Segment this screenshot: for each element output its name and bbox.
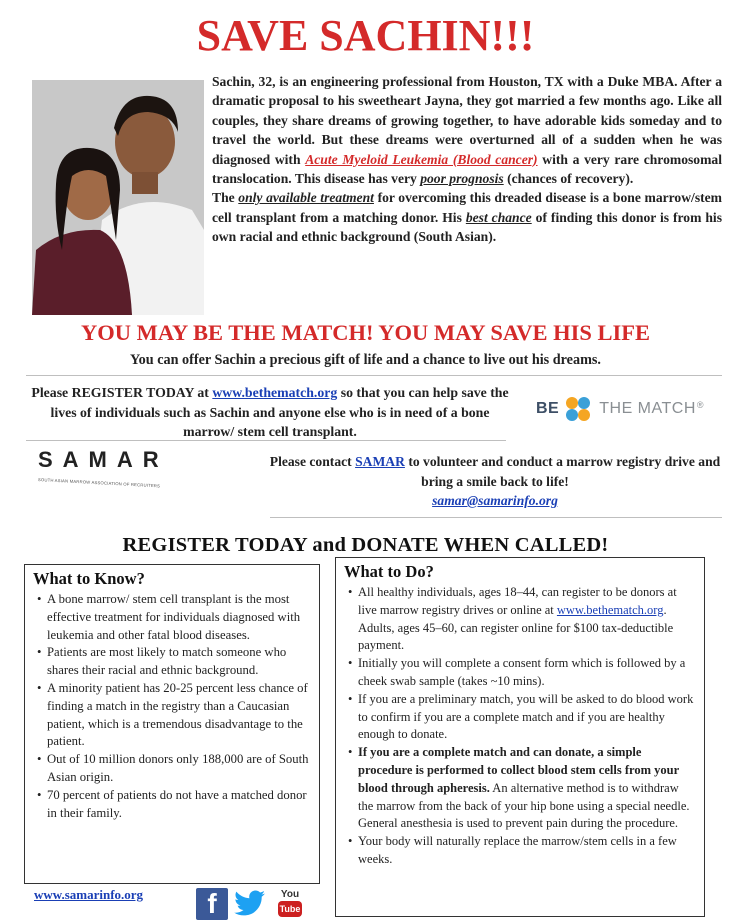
bethematch-logo-icon: [563, 394, 593, 424]
bethematch-link[interactable]: www.bethematch.org: [556, 602, 664, 617]
only-treatment: only available treatment: [238, 190, 374, 206]
samar-logo-letters: SAMAR: [38, 447, 169, 472]
register-text-a: Please REGISTER TODAY at: [31, 385, 213, 400]
samar-logo: [38, 447, 228, 495]
couple-photo-illustration: [32, 80, 204, 315]
youtube-tube: Tube: [278, 901, 303, 917]
intro-text-3: (chances of recovery).: [503, 171, 634, 187]
list-item: • If you are a preliminary match, you will be asked to do blood work to confirm if you are a complete match and if you are healthy enough to donate.: [346, 691, 696, 744]
item1-text-a: All healthy individuals, ages 18–44, can register to be donors at live marrow registry drives or online at: [358, 585, 677, 617]
twitter-icon[interactable]: [234, 888, 266, 920]
list-item: • 70 percent of patients do not have a matched donor in their family.: [35, 787, 311, 823]
registered-mark: ®: [696, 400, 705, 410]
item4-bold: If you are a complete match and can donate, a simple procedure is performed to collect blood stem cells from your blood through apheresis.: [358, 745, 679, 795]
what-to-do-heading: What to Do?: [344, 562, 434, 581]
facebook-icon[interactable]: f: [196, 888, 228, 920]
item1-text-b: . Adults, ages 45–60, can register online for $100 tax-deductible payment.: [358, 602, 674, 653]
samar-email-link[interactable]: samar@samarinfo.org: [432, 493, 558, 508]
couple-photo: [32, 80, 204, 315]
divider: [26, 375, 722, 376]
list-item: [346, 584, 696, 655]
best-chance: best chance: [465, 209, 532, 225]
intro-text-2: with a very rare chromosomal translocation. This disease has very: [212, 151, 723, 187]
what-to-know-list: [35, 591, 311, 822]
youtube-you: You: [280, 889, 300, 900]
contact-text: [260, 452, 730, 511]
what-to-do-box: [335, 557, 705, 917]
page-title: SAVE SACHIN!!!: [196, 11, 535, 60]
list-item: • Out of 10 million donors only 188,000 are of South Asian origin.: [35, 751, 311, 787]
register-text-b: so that you can help save the lives of individuals such as Sachin and anyone else who is in need of a bone marrow/ stem cell transplant.: [50, 385, 509, 439]
twitter-bird: [234, 890, 266, 918]
what-to-know-box: [24, 564, 320, 884]
what-to-do-list: [346, 584, 696, 869]
intro-text-4: The: [212, 190, 239, 206]
intro-text: [212, 72, 722, 247]
disease-name: Acute Myeloid Leukemia (Blood cancer): [305, 151, 538, 167]
samarinfo-link[interactable]: www.samarinfo.org: [34, 887, 144, 902]
bethematch-logo: [536, 394, 704, 424]
poor-prognosis: poor prognosis: [420, 171, 504, 187]
register-text: [30, 383, 510, 442]
bethematch-logo-be: BE: [536, 400, 560, 417]
list-item: • A minority patient has 20-25 percent less chance of finding a match in the registry than a Caucasian patient, which is a tremendous disadvantage to the patient.: [35, 680, 311, 751]
contact-text-b: to volunteer and conduct a marrow registry drive and bring a smile back to life!: [404, 454, 721, 489]
register-today-heading: REGISTER TODAY and DONATE WHEN CALLED!: [122, 534, 609, 556]
list-item: • Patients are most likely to match someone who shares their racial and ethnic background.: [35, 644, 311, 680]
intro-text-1: Sachin, 32, is an engineering professional from Houston, TX with a Duke MBA. After a dramatic proposal to his sweetheart Jayna, they got married a few months ago. Like all couples, they share dreams of growing together, to have adorable kids someday and to travel the world. But these dreams were overturned all of a sudden when he was diagnosed with: [212, 74, 722, 167]
match-headline: YOU MAY BE THE MATCH! YOU MAY SAVE HIS LIFE: [80, 320, 651, 345]
divider: [26, 440, 506, 441]
divider: [270, 517, 722, 518]
match-subline: You can offer Sachin a precious gift of life and a chance to live out his dreams.: [130, 352, 601, 368]
samar-link[interactable]: SAMAR: [355, 454, 405, 469]
youtube-icon[interactable]: [275, 884, 305, 922]
list-item: • Your body will naturally replace the marrow/stem cells in a few weeks.: [346, 833, 696, 869]
what-to-know-heading: What to Know?: [33, 569, 145, 588]
item4-rest: An alternative method is to withdraw the marrow from the back of your hip bone using a special needle. General anesthesia is used to prevent pain during the procedure.: [358, 780, 690, 831]
intro-text-6: of finding this donor is from his own racial and ethnic background (South Asian).: [212, 209, 722, 245]
intro-text-5: for overcoming this dreaded disease is a bone marrow/stem cell transplant from a matching donor. His: [212, 190, 723, 225]
samar-logo-tagline: SOUTH ASIAN MARROW ASSOCIATION OF RECRUITERS: [37, 477, 161, 489]
list-item: • A bone marrow/ stem cell transplant is the most effective treatment for individuals diagnosed with leukemia and other fatal blood diseases.: [35, 591, 311, 644]
contact-text-a: Please contact: [269, 454, 356, 469]
bethematch-link[interactable]: www.bethematch.org: [212, 385, 338, 400]
list-item: [346, 744, 696, 833]
bethematch-logo-text: THE MATCH: [599, 400, 696, 417]
list-item: • Initially you will complete a consent form which is followed by a cheek swab sample (takes ~10 mins).: [346, 655, 696, 691]
